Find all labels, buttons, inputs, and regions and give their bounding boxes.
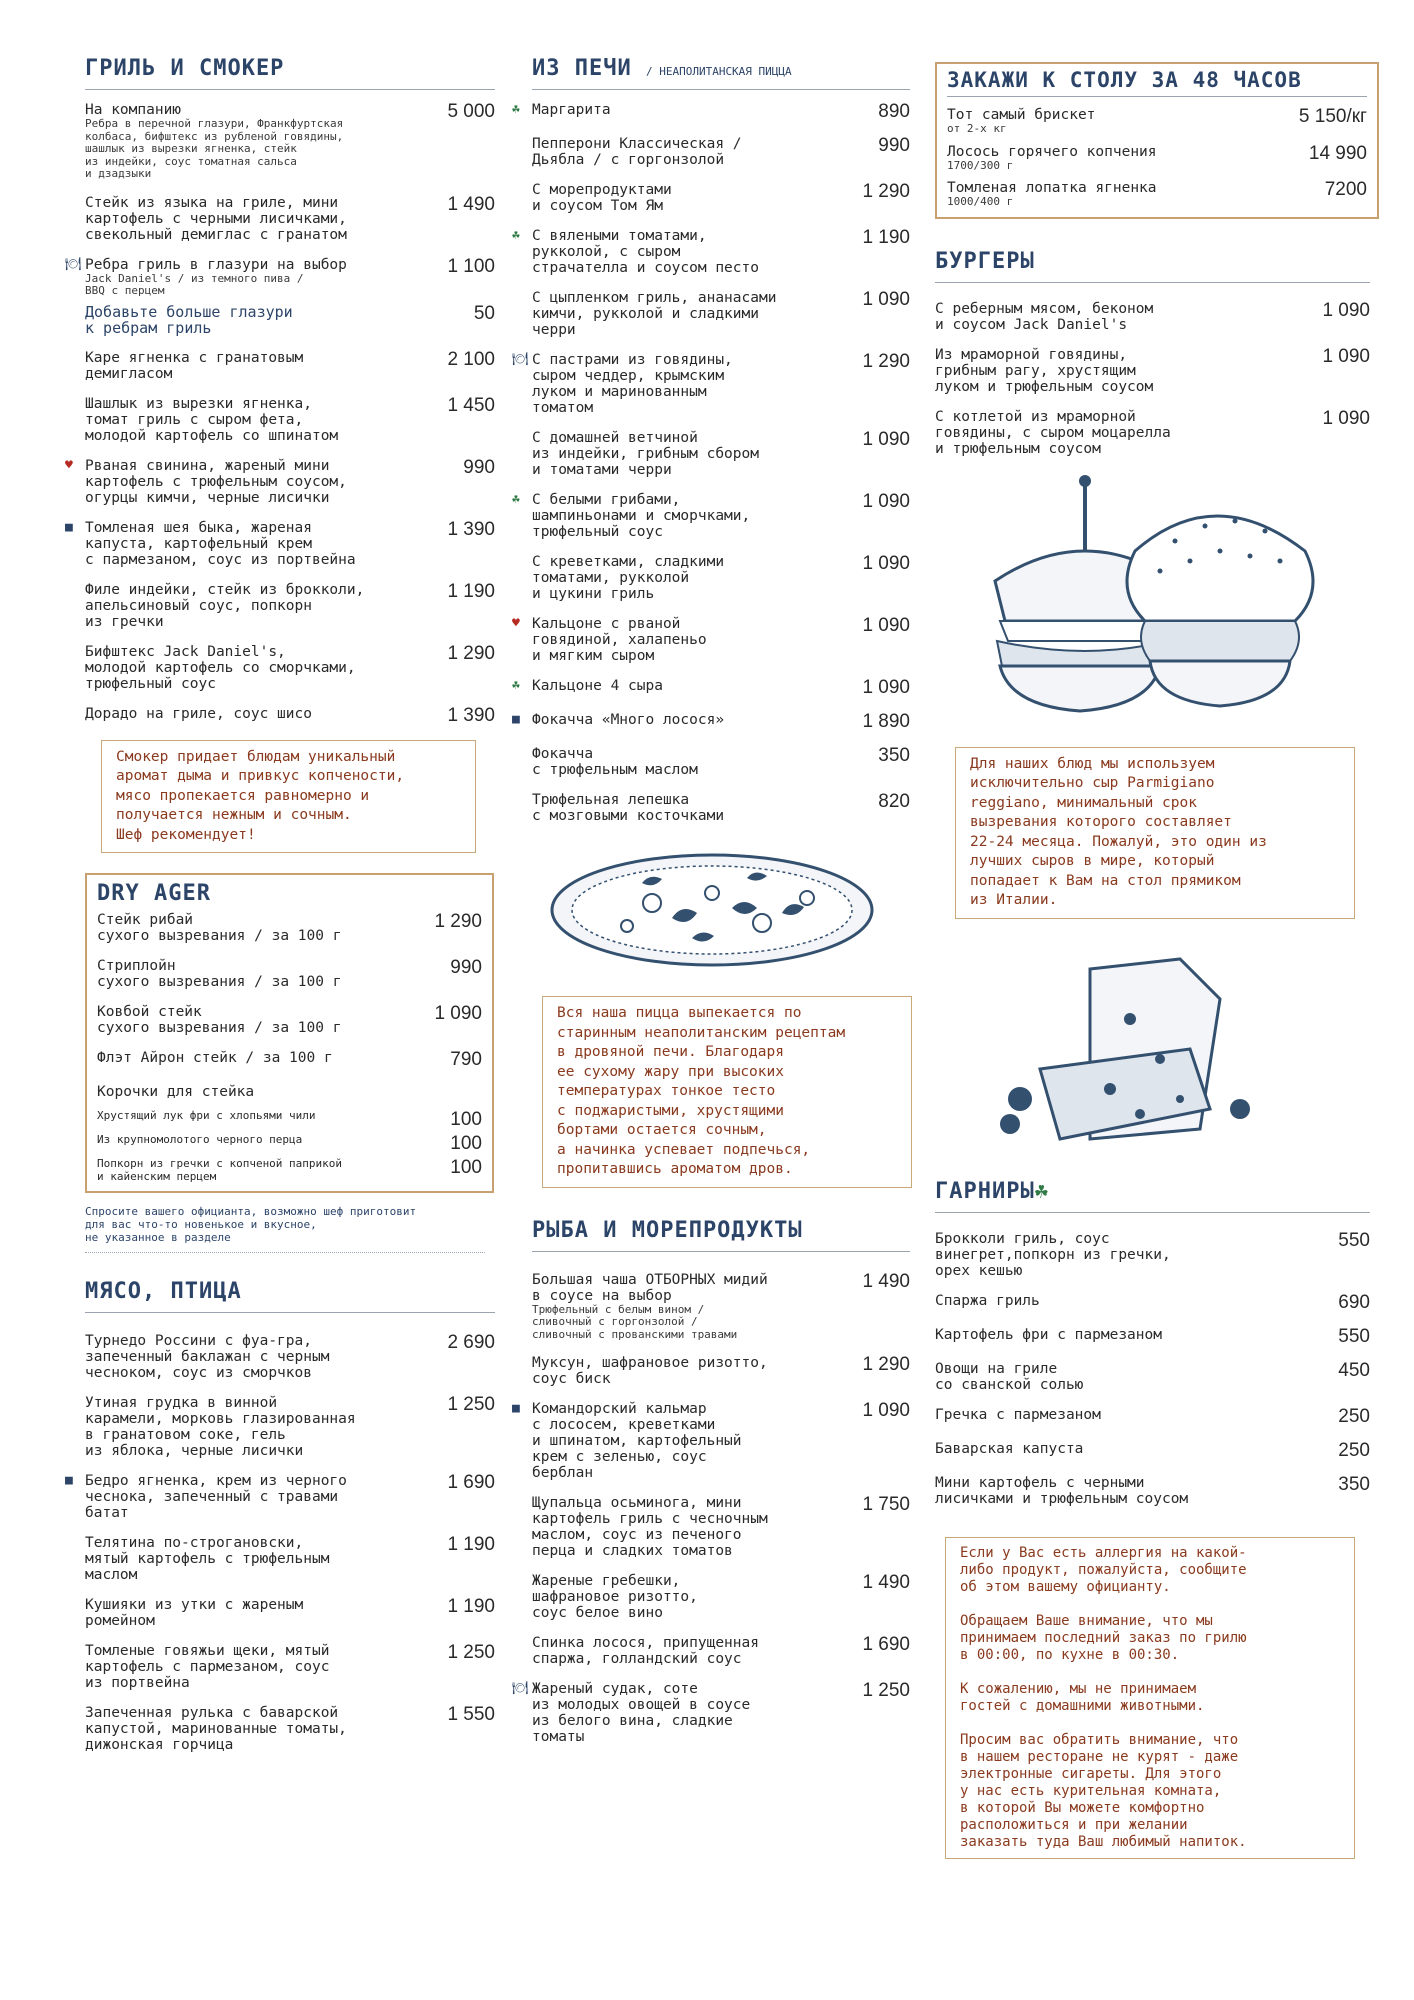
item-price: 1 090 (862, 1400, 910, 1421)
item-name: Гречка с пармезаном (935, 1406, 1101, 1423)
item-name: Фокачча «Много лосося» (532, 712, 725, 728)
menu-item (65, 1472, 495, 1521)
item-price: 1 290 (862, 351, 910, 372)
item-price: 100 (450, 1109, 482, 1130)
menu-item (935, 1327, 1370, 1347)
item-name: Томленая лопатка ягненка (947, 180, 1157, 196)
item-price: 1 450 (447, 394, 495, 416)
menu-item (97, 1158, 482, 1183)
item-name: Бифштекс Jack Daniel's, молодой картофель со сморчками, трюфельный соус (85, 643, 356, 692)
menu-item (97, 912, 482, 944)
fish-title: РЫБА И МОРЕПРОДУКТЫ (532, 1218, 910, 1252)
item-price: 1 090 (434, 1003, 482, 1024)
chili-icon: ♥ (65, 457, 73, 473)
item-price: 1 090 (1322, 407, 1370, 429)
menu-item (935, 1407, 1370, 1427)
menu-item (532, 554, 910, 602)
item-price: 1 190 (862, 227, 910, 248)
leaf-icon: ☘ (1034, 1178, 1049, 1204)
item-desc: 1000/400 г (947, 195, 1014, 208)
item-price: 690 (1338, 1291, 1370, 1313)
item-price: 1 290 (862, 1354, 910, 1375)
menu-item (532, 1355, 910, 1387)
item-desc: Трюфельный с белым вином / сливочный с горгонзолой / сливочный с прованскими травами (532, 1302, 738, 1341)
item-name: Спаржа гриль (935, 1292, 1040, 1309)
item-name: С котлетой из мраморной говядины, с сыром моцарелла и трюфельным соусом (935, 408, 1171, 457)
item-price: 14 990 (1308, 142, 1367, 164)
item-name: Щупальца осьминога, мини картофель гриль с чесночным маслом, соус из печеного перца и сладких томатов (532, 1495, 768, 1559)
item-price: 5 150/кг (1298, 106, 1367, 127)
menu-item (85, 1395, 495, 1459)
item-price: 1 290 (434, 911, 482, 932)
item-name: Пепперони Классическая / Дьябла / с горгонзолой (532, 136, 742, 168)
menu-item (935, 409, 1370, 457)
item-name: Брокколи гриль, соус винегрет,попкорн из гречки, орех кешью (935, 1230, 1171, 1279)
menu-item (512, 1680, 910, 1745)
item-price: 1 290 (862, 181, 910, 202)
item-name: С морепродуктами и соусом Том Ям (532, 182, 672, 214)
menu-item (532, 1635, 910, 1667)
item-price: 1 090 (862, 615, 910, 636)
item-name: Телятина по-строгановски, мятый картофель с трюфельным маслом (85, 1535, 330, 1583)
dry-ager-box (85, 873, 494, 1193)
menu-item (97, 1134, 482, 1154)
oven-title-text: ИЗ ПЕЧИ (532, 56, 632, 81)
item-name: Мини картофель с черными лисичками и трюфельным соусом (935, 1474, 1189, 1507)
item-name: Кальцоне с рваной говядиной, халапеньо и мягким сыром (532, 616, 707, 664)
cloche-icon: 🍽 (512, 352, 529, 367)
item-name: Ковбой стейк сухого вызревания / за 100 г (97, 1004, 342, 1036)
menu-item (947, 180, 1367, 209)
burgers-title: БУРГЕРЫ (935, 249, 1370, 283)
info-note: Если у Вас есть аллергия на какой- либо продукт, пожалуйста, сообщите об этом вашему официанту. Обращаем Ваше внимание, что мы принимаем последний заказ по грилю в 00:00, по кухне в 00:30. К сожалению, мы не принимаем гостей с домашними животными. Просим вас обратить внимание, что в нашем ресторане не курят - даже электронные сигареты. Для этого у нас есть курительная комната, в которой Вы можете комфортно расположиться и при желании заказать туда Ваш любимый напиток. (945, 1537, 1355, 1859)
item-name: Стриплойн сухого вызревания / за 100 г (97, 958, 342, 990)
menu-item (935, 301, 1370, 333)
menu-item (85, 644, 495, 692)
menu-item (935, 1231, 1370, 1279)
menu-item (935, 347, 1370, 395)
item-price: 7200 (1324, 179, 1367, 200)
item-name: Запеченная рулька с баварской капустой, маринованные томаты, дижонская горчица (85, 1705, 347, 1753)
item-name: С пастрами из говядины, сыром чеддер, крымским луком и маринованным томатом (532, 352, 733, 416)
item-name: Стейк из языка на гриле, мини картофель с черными лисичками, свекольный демиглас с гранатом (85, 194, 347, 243)
item-name: Жареный судак, соте из молодых овощей в соусе из белого вина, сладкие томаты (532, 1681, 751, 1745)
item-price: 2 100 (447, 348, 495, 370)
item-price: 1 090 (1322, 299, 1370, 321)
cheese-note: Для наших блюд мы используем исключительно сыр Parmigiano reggiano, минимальный срок вызревания которого составляет 22-24 месяца. Пожалуй, это один из лучших сыров в мире, который попадает к Вам на стол прямиком из Италии. (955, 747, 1355, 919)
item-name: Дорадо на гриле, соус шисо (85, 705, 312, 722)
column-left (65, 0, 495, 1767)
item-name: Утиная грудка в винной карамели, морковь глазированная в гранатовом соке, гель из яблока, черные лисички (85, 1395, 356, 1459)
item-name: Томленые говяжьи щеки, мятый картофель с пармезаном, соус из портвейна (85, 1643, 330, 1691)
menu-item (85, 1535, 495, 1583)
column-right (935, 0, 1370, 1859)
item-name: Попкорн из гречки с копченой паприкой и кайенским перцем (97, 1157, 343, 1183)
item-price: 1 390 (447, 518, 495, 540)
item-desc: от 2-х кг (947, 122, 1007, 135)
item-price: 1 490 (862, 1572, 910, 1593)
item-price: 1 390 (447, 704, 495, 726)
item-name: Стейк рибай сухого вызревания / за 100 г (97, 912, 342, 944)
item-name: Тот самый брискет (947, 107, 1096, 123)
menu-item (532, 136, 910, 168)
menu-item (97, 1110, 482, 1130)
item-name: С креветками, сладкими томатами, рукколой и цукини гриль (532, 554, 725, 602)
menu-item (85, 1643, 495, 1691)
item-price: 250 (1338, 1439, 1370, 1461)
item-price: 1 090 (1322, 345, 1370, 367)
item-price: 1 190 (447, 1596, 495, 1617)
item-price: 1 690 (862, 1634, 910, 1655)
item-name: Филе индейки, стейк из брокколи, апельсиновый соус, попкорн из гречки (85, 581, 365, 630)
item-name: С вялеными томатами, рукколой, с сыром страчателла и соусом песто (532, 228, 759, 276)
item-name: Рваная свинина, жареный мини картофель с трюфельным соусом, огурцы кимчи, черные лисички (85, 457, 347, 506)
smoker-note: Смокер придает блюдам уникальный аромат дыма и привкус копчености, мясо пропекается равномерно и получается нежным и сочным. Шеф рекомендует! (101, 740, 476, 854)
item-price: 100 (450, 1157, 482, 1178)
chef-hint: Спросите вашего официанта, возможно шеф приготовит для вас что-то новенькое и вкусное, не указанное в разделе (85, 1205, 485, 1253)
item-name: Баварская капуста (935, 1440, 1084, 1457)
item-name: Ребра гриль в глазури на выбор (85, 256, 347, 273)
item-price: 990 (878, 135, 910, 156)
burger-illustration (955, 471, 1375, 741)
menu-item (512, 351, 910, 416)
menu-item (97, 1004, 482, 1036)
item-name: Командорский кальмар с лососем, креветками и шпинатом, картофельный крем с зеленью, соус берблан (532, 1401, 742, 1481)
menu-item (97, 1050, 482, 1070)
pizza-illustration (532, 838, 902, 988)
order48-title: ЗАКАЖИ К СТОЛУ ЗА 48 ЧАСОВ (947, 68, 1367, 97)
chef-hat-icon: ■ (65, 1473, 73, 1488)
item-price: 550 (1338, 1229, 1370, 1251)
item-name: Флэт Айрон стейк / за 100 г (97, 1050, 333, 1066)
menu-item (947, 107, 1367, 136)
menu-item (85, 1705, 495, 1753)
chef-hat-icon: ■ (512, 712, 520, 727)
item-price: 820 (878, 791, 910, 812)
item-name: Хрустящий лук фри с хлопьями чили (97, 1109, 316, 1122)
pizza-note: Вся наша пицца выпекается по старинным неаполитанским рецептам в дровяной печи. Благодаря ее сухому жару при высоких температурах тонкое тесто с поджаристыми, хрустящими бортами остается сочным, а начинка успевает подпечься, пропитавшись ароматом дров. (542, 996, 912, 1188)
item-price: 1 490 (447, 193, 495, 215)
sides-title (935, 1179, 1370, 1213)
menu-item (512, 101, 910, 122)
menu-item (512, 227, 910, 276)
menu-item (97, 1084, 482, 1100)
menu-item (512, 711, 910, 732)
item-price: 1 100 (447, 255, 495, 277)
column-middle (512, 0, 910, 1759)
item-price: 890 (878, 101, 910, 122)
item-name: Шашлык из вырезки ягненка, томат гриль с сыром фета, молодой картофель со шпинатом (85, 395, 339, 444)
menu-item (532, 1272, 910, 1342)
menu-item (65, 456, 495, 506)
cheese-illustration (980, 949, 1280, 1159)
menu-item (532, 290, 910, 338)
menu-item (532, 182, 910, 214)
menu-item (85, 706, 495, 726)
item-price: 1 750 (862, 1494, 910, 1515)
menu-item (85, 304, 495, 336)
item-name: Турнедо Россини с фуа-гра, запеченный баклажан с черным чесноком, соус из сморчков (85, 1333, 330, 1381)
menu-item (85, 396, 495, 444)
leaf-icon: ☘ (512, 492, 520, 507)
item-desc: Ребра в перечной глазури, Франкфуртская колбаса, бифштекс из рубленой говядины, шашлык из вырезки ягненка, стейк из индейки, соус томатная сальса и дзадзыки (85, 117, 344, 180)
item-price: 1 250 (862, 1680, 910, 1701)
menu-item (947, 144, 1367, 173)
item-price: 990 (463, 456, 495, 478)
item-price: 1 090 (862, 491, 910, 512)
menu-item (532, 792, 910, 824)
item-price: 1 690 (447, 1472, 495, 1493)
item-price: 1 890 (862, 711, 910, 732)
menu-item (935, 1441, 1370, 1461)
item-name: Картофель фри с пармезаном (935, 1326, 1162, 1343)
item-name: Кушияки из утки с жареным ромейном (85, 1597, 304, 1629)
item-name: Кальцоне 4 сыра (532, 678, 663, 694)
leaf-icon: ☘ (512, 102, 520, 117)
item-price: 100 (450, 1133, 482, 1154)
item-name: На компанию (85, 102, 182, 118)
meat-title: МЯСО, ПТИЦА (85, 1279, 495, 1313)
menu-item (532, 430, 910, 478)
item-name: С домашней ветчиной из индейки, грибным сбором и томатами черри (532, 430, 759, 478)
item-price: 1 190 (447, 580, 495, 602)
menu-item (97, 958, 482, 990)
item-price: 990 (450, 957, 482, 978)
menu-item (65, 518, 495, 568)
item-price: 790 (450, 1049, 482, 1070)
menu-item (512, 1400, 910, 1481)
item-name: Трюфельная лепешка с мозговыми косточками (532, 792, 725, 824)
menu-item (935, 1293, 1370, 1313)
item-name: Корочки для стейка (97, 1084, 255, 1100)
menu-item (935, 1475, 1370, 1507)
cloche-icon: 🍽 (512, 1681, 529, 1696)
item-price: 1 090 (862, 677, 910, 698)
cloche-icon: 🍽 (65, 256, 82, 272)
menu-item (512, 615, 910, 664)
menu-item (512, 491, 910, 540)
item-price: 1 250 (447, 1394, 495, 1415)
oven-title (532, 56, 910, 90)
item-price: 250 (1338, 1405, 1370, 1427)
item-price: 1 090 (862, 553, 910, 574)
menu-item (85, 195, 495, 243)
grill-title: ГРИЛЬ И СМОКЕР (85, 56, 495, 90)
item-price: 550 (1338, 1325, 1370, 1347)
item-price: 350 (1338, 1473, 1370, 1495)
item-name: Спинка лосося, припущенная спаржа, голландский соус (532, 1635, 759, 1667)
item-name: Лосось горячего копчения (947, 143, 1157, 160)
item-name: Фокачча с трюфельным маслом (532, 746, 698, 778)
item-name: Бедро ягненка, крем из черного чеснока, запеченный с травами батат (85, 1473, 347, 1521)
menu-item (532, 1495, 910, 1559)
menu-item (85, 582, 495, 630)
item-name: Каре ягненка с гранатовым демигласом (85, 349, 304, 382)
order48-box (935, 62, 1379, 219)
menu-item (85, 350, 495, 382)
item-name: С реберным мясом, беконом и соусом Jack Daniel's (935, 300, 1154, 333)
item-name: Большая чаша ОТБОРНЫХ мидий в соусе на выбор (532, 1271, 768, 1304)
item-name: Из крупномолотого черного перца (97, 1133, 303, 1146)
item-name: Муксун, шафрановое ризотто, соус биск (532, 1355, 768, 1387)
dry-ager-title: DRY AGER (97, 881, 211, 906)
leaf-icon: ☘ (512, 678, 520, 693)
item-name: Добавьте больше глазури к ребрам гриль (85, 302, 293, 337)
chef-hat-icon: ■ (65, 519, 73, 535)
item-name: Маргарита (532, 102, 611, 118)
item-price: 1 090 (862, 429, 910, 450)
item-name: С белыми грибами, шампиньонами и сморчками, трюфельный соус (532, 492, 751, 540)
menu-item (532, 746, 910, 778)
item-desc: 1700/300 г (947, 158, 1014, 172)
item-name: Томленая шея быка, жареная капуста, картофельный крем с пармезаном, соус из портвейна (85, 519, 356, 568)
item-price: 350 (878, 745, 910, 766)
sides-title-text: ГАРНИРЫ (935, 1178, 1035, 1204)
chili-icon: ♥ (512, 616, 520, 631)
chef-hat-icon: ■ (512, 1401, 520, 1416)
leaf-icon: ☘ (512, 228, 520, 243)
item-name: Жареные гребешки, шафрановое ризотто, соус белое вино (532, 1573, 698, 1621)
item-price: 1 090 (862, 289, 910, 310)
item-price: 50 (473, 302, 495, 324)
item-price: 2 690 (447, 1332, 495, 1353)
menu-item (512, 677, 910, 698)
item-name: Из мраморной говядины, грибным рагу, хрустящим луком и трюфельным соусом (935, 346, 1154, 395)
item-price: 1 250 (447, 1642, 495, 1663)
menu-item (85, 1597, 495, 1629)
menu-item (532, 1573, 910, 1621)
menu-item (85, 102, 495, 181)
item-price: 450 (1338, 1359, 1370, 1381)
item-price: 5 000 (447, 101, 495, 122)
item-price: 1 190 (447, 1534, 495, 1555)
oven-subtitle: / НЕАПОЛИТАНСКАЯ ПИЦЦА (645, 65, 792, 78)
menu-item (85, 1333, 495, 1381)
item-name: С цыпленком гриль, ананасами кимчи, рукколой и сладкими черри (532, 290, 777, 338)
menu-item (65, 255, 495, 298)
menu-item (935, 1361, 1370, 1393)
item-desc: Jack Daniel's / из темного пива / BBQ с перцем (85, 271, 304, 297)
item-price: 1 490 (862, 1270, 910, 1292)
item-name: Овощи на гриле со сванской солью (935, 1360, 1084, 1393)
item-price: 1 290 (447, 642, 495, 664)
item-price: 1 550 (447, 1704, 495, 1725)
